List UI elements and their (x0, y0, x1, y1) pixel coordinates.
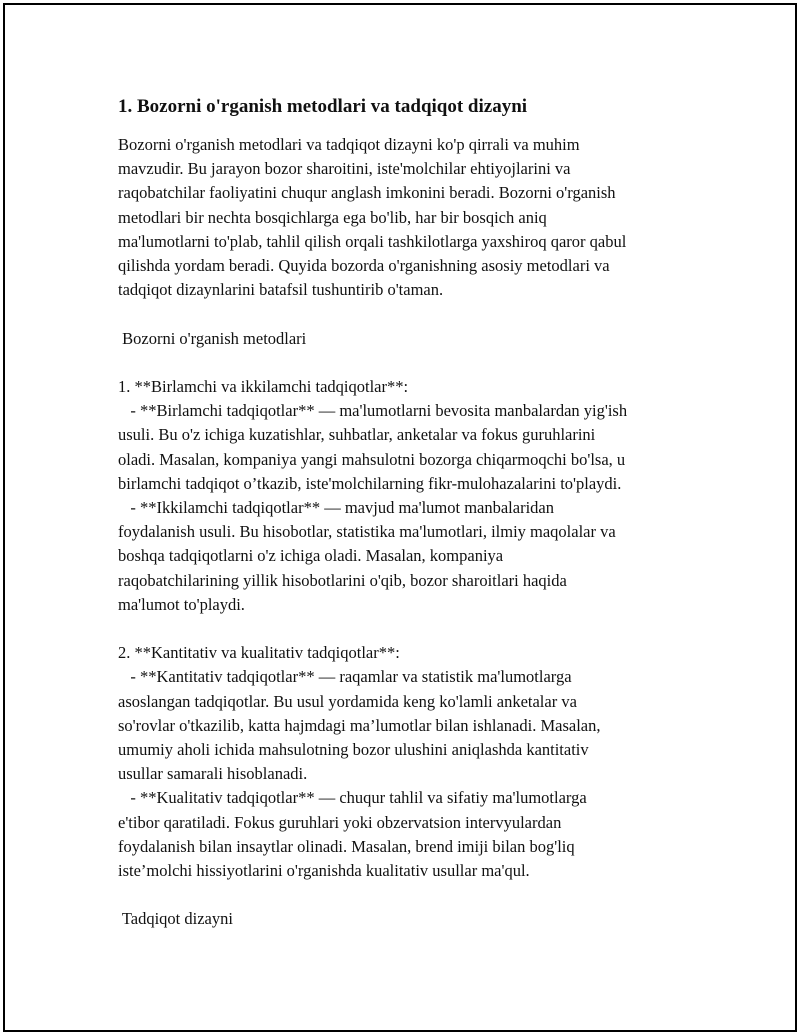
text-line: usullar samarali hisoblanadi. (118, 764, 308, 784)
blank-line (118, 617, 778, 641)
text-line: ma'lumot to'playdi. (118, 594, 245, 614)
document-content (118, 95, 778, 932)
text-line: Tadqiqot dizayni (118, 909, 233, 929)
text-line: foydalanish usuli. Bu hisobotlar, statistika ma'lumotlari, ilmiy maqolalar va (118, 522, 616, 542)
text-line: oladi. Masalan, kompaniya yangi mahsulotni bozorga chiqarmoqchi bo'lsa, u (118, 449, 626, 469)
text-line: asoslangan tadqiqotlar. Bu usul yordamida keng ko'lamli anketalar va (118, 691, 577, 711)
blank-line (118, 883, 778, 907)
blank-line (118, 302, 778, 326)
text-line: so'rovlar o'tkazilib, katta hajmdagi ma’lumotlar bilan ishlanadi. Masalan, (118, 715, 601, 735)
text-line: birlamchi tadqiqot o’tkazib, iste'molchilarning fikr-mulohazalarini to'playdi. (118, 473, 622, 493)
text-line: umumiy aholi ichida mahsulotning bozor ulushini aniqlashda kantitativ (118, 740, 589, 760)
section-heading: 1. Bozorni o'rganish metodlari va tadqiqot dizayni (118, 96, 528, 117)
text-line: raqobatchilar faoliyatini chuqur anglash imkonini beradi. Bozorni o'rganish (118, 183, 616, 203)
text-line: qilishda yordam beradi. Quyida bozorda o'rganishning asosiy metodlari va (118, 256, 610, 276)
text-line: mavzudir. Bu jarayon bozor sharoitini, iste'molchilar ehtiyojlarini va (118, 159, 571, 179)
text-line: tadqiqot dizaynlarini batafsil tushuntirib o'taman. (118, 280, 444, 300)
text-line: - **Kualitativ tadqiqotlar** — chuqur tahlil va sifatiy ma'lumotlarga (118, 788, 587, 808)
text-line: - **Ikkilamchi tadqiqotlar** — mavjud ma'lumot manbalaridan (118, 498, 554, 518)
text-line: - **Kantitativ tadqiqotlar** — raqamlar va statistik ma'lumotlarga (118, 667, 572, 687)
text-line: iste’molchi hissiyotlarini o'rganishda kualitativ usullar ma'qul. (118, 861, 530, 881)
text-line: usuli. Bu o'z ichiga kuzatishlar, suhbatlar, anketalar va fokus guruhlarini (118, 425, 596, 445)
text-line: 2. **Kantitativ va kualitativ tadqiqotlar**: (118, 643, 400, 663)
text-line: e'tibor qaratiladi. Fokus guruhlari yoki obzervatsion intervyulardan (118, 812, 562, 832)
text-line: 1. **Birlamchi va ikkilamchi tadqiqotlar**: (118, 377, 409, 396)
body-text (118, 133, 778, 932)
text-line: boshqa tadqiqotlarni o'z ichiga oladi. Masalan, kompaniya (118, 546, 504, 566)
text-line: raqobatchilarining yillik hisobotlarini o'qib, bozor sharoitlari haqida (118, 570, 567, 590)
text-line: Bozorni o'rganish metodlari va tadqiqot dizayni ko'p qirrali va muhim (118, 135, 580, 154)
text-line: metodlari bir nechta bosqichlarga ega bo'lib, har bir bosqich aniq (118, 207, 547, 227)
text-line: Bozorni o'rganish metodlari (118, 328, 307, 348)
text-line: ma'lumotlarni to'plab, tahlil qilish orqali tashkilotlarga yaxshiroq qaror qabul (118, 231, 627, 251)
text-line: - **Birlamchi tadqiqotlar** — ma'lumotlarni bevosita manbalardan yig'ish (118, 401, 628, 421)
text-line: foydalanish bilan insaytlar olinadi. Masalan, brend imiji bilan bog'liq (118, 836, 575, 856)
blank-line (118, 351, 778, 375)
